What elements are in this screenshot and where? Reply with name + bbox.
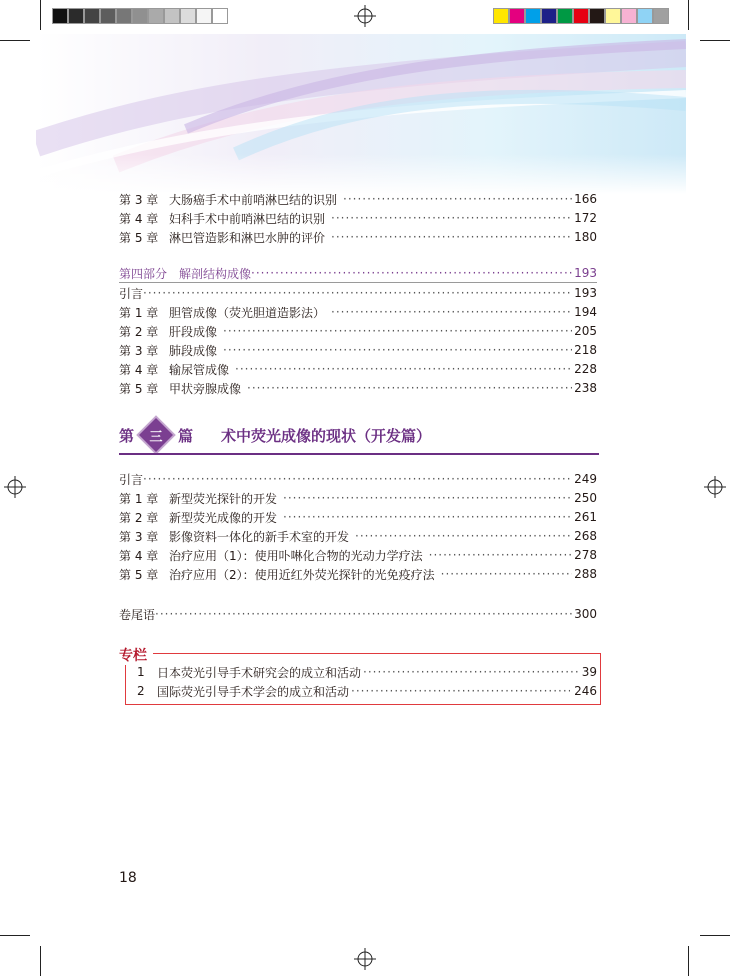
chapter-number: 第 2 章 — [119, 324, 159, 339]
chapter-title: 输尿管成像 — [169, 362, 230, 377]
chapter-number: 第 3 章 — [119, 192, 159, 207]
toc-entry[interactable] — [119, 527, 597, 545]
section-heading[interactable] — [119, 419, 619, 451]
crop-mark — [0, 935, 30, 936]
chapter-number: 第 2 章 — [119, 510, 159, 525]
chapter-number: 第 5 章 — [119, 381, 159, 396]
page-ref: 228 — [574, 362, 597, 376]
crop-mark — [688, 0, 689, 30]
chapter-title: 治疗应用（1）：使用卟啉化合物的光动力学疗法 — [169, 548, 423, 563]
column-entry[interactable] — [137, 663, 597, 681]
header-decoration — [36, 34, 686, 194]
part-heading[interactable] — [119, 264, 597, 282]
registration-mark-icon — [354, 5, 376, 27]
leader-dots — [331, 230, 572, 244]
page-ref: 249 — [574, 472, 597, 486]
chapter-number: 第 3 章 — [119, 343, 159, 358]
page-ref: 194 — [574, 305, 597, 319]
chapter-title: 甲状旁腺成像 — [169, 381, 242, 396]
toc-entry-afterword[interactable] — [119, 605, 597, 623]
page-ref: 246 — [574, 684, 597, 698]
column-title: 日本荧光引导手术研究会的成立和活动 — [157, 665, 362, 680]
chapter-title: 新型荧光探针的开发 — [169, 491, 278, 506]
chapter-number: 第 1 章 — [119, 491, 159, 506]
leader-dots — [143, 286, 572, 300]
crop-mark — [688, 946, 689, 976]
page-ref: 166 — [574, 192, 597, 206]
section-number: 三 — [149, 429, 163, 445]
page-ref: 300 — [574, 607, 597, 621]
page-ref: 205 — [574, 324, 597, 338]
chapter-title: 引言 — [119, 472, 144, 487]
leader-dots — [331, 305, 572, 319]
chapter-number: 第 4 章 — [119, 362, 159, 377]
grayscale-color-bar — [52, 8, 228, 24]
leader-dots — [343, 192, 572, 206]
section-suffix: 篇 — [178, 426, 194, 445]
leader-dots — [283, 491, 572, 505]
toc-entry[interactable] — [119, 546, 597, 564]
chapter-title: 大肠癌手术中前哨淋巴结的识别 — [169, 192, 338, 207]
afterword-title: 卷尾语 — [119, 607, 156, 622]
crop-mark — [700, 935, 730, 936]
page-ref: 193 — [574, 266, 597, 280]
chapter-title: 肺段成像 — [169, 343, 218, 358]
toc-entry[interactable] — [119, 379, 597, 397]
leader-dots — [351, 684, 570, 698]
column-title: 国际荧光引导手术学会的成立和活动 — [157, 684, 350, 699]
page-ref: 261 — [574, 510, 597, 524]
toc-entry[interactable] — [119, 360, 597, 378]
chapter-number: 第 1 章 — [119, 305, 159, 320]
column-number: 1 — [137, 665, 145, 679]
leader-dots — [441, 567, 572, 581]
section-underline — [119, 453, 599, 455]
page-ref: 172 — [574, 211, 597, 225]
column-entry[interactable] — [137, 682, 597, 700]
chapter-title: 引言 — [119, 286, 144, 301]
process-color-bar — [493, 8, 669, 24]
page-ref: 180 — [574, 230, 597, 244]
leader-dots — [247, 381, 572, 395]
crop-mark — [0, 40, 30, 41]
leader-dots — [283, 510, 572, 524]
toc-entry[interactable] — [119, 190, 597, 208]
chapter-title: 新型荧光成像的开发 — [169, 510, 278, 525]
leader-dots — [155, 607, 572, 621]
page-ref: 250 — [574, 491, 597, 505]
chapter-title: 治疗应用（2）：使用近红外荧光探针的光免疫疗法 — [169, 567, 435, 582]
chapter-number: 第 3 章 — [119, 529, 159, 544]
toc-entry[interactable] — [119, 470, 597, 488]
part-title: 第四部分 解剖结构成像 — [119, 266, 252, 281]
page-ref: 268 — [574, 529, 597, 543]
toc-entry[interactable] — [119, 341, 597, 359]
part-rule — [119, 282, 597, 283]
toc-entry[interactable] — [119, 209, 597, 227]
toc-entry[interactable] — [119, 284, 597, 302]
leader-dots — [251, 266, 572, 280]
leader-dots — [223, 343, 572, 357]
page-ref: 278 — [574, 548, 597, 562]
chapter-title: 淋巴管造影和淋巴水肿的评价 — [169, 230, 326, 245]
section-number-badge — [136, 419, 176, 451]
chapter-number: 第 5 章 — [119, 567, 159, 582]
page-ref: 39 — [581, 665, 597, 679]
section-prefix: 第 — [119, 426, 135, 445]
page-ref: 193 — [574, 286, 597, 300]
chapter-number: 第 4 章 — [119, 548, 159, 563]
registration-mark-icon — [704, 476, 726, 498]
chapter-number: 第 4 章 — [119, 211, 159, 226]
toc-entry[interactable] — [119, 228, 597, 246]
leader-dots — [331, 211, 572, 225]
column-number: 2 — [137, 684, 145, 698]
column-label: 专栏 — [119, 645, 153, 665]
page-ref: 288 — [574, 567, 597, 581]
toc-entry[interactable] — [119, 303, 597, 321]
leader-dots — [355, 529, 572, 543]
leader-dots — [429, 548, 572, 562]
toc-entry[interactable] — [119, 565, 597, 583]
crop-mark — [40, 946, 41, 976]
crop-mark — [40, 0, 41, 30]
crop-mark — [700, 40, 730, 41]
leader-dots — [235, 362, 572, 376]
page-number: 18 — [119, 870, 137, 886]
registration-mark-icon — [4, 476, 26, 498]
toc-entry[interactable] — [119, 489, 597, 507]
registration-mark-icon — [354, 948, 376, 970]
leader-dots — [143, 472, 572, 486]
toc-entry[interactable] — [119, 322, 597, 340]
chapter-title: 影像资料一体化的新手术室的开发 — [169, 529, 350, 544]
chapter-title: 胆管成像（荧光胆道造影法） — [169, 305, 326, 320]
toc-entry[interactable] — [119, 508, 597, 526]
page-ref: 218 — [574, 343, 597, 357]
leader-dots — [223, 324, 572, 338]
leader-dots — [363, 665, 578, 679]
page-ref: 238 — [574, 381, 597, 395]
section-title: 术中荧光成像的现状（开发篇） — [221, 426, 432, 445]
chapter-title: 妇科手术中前哨淋巴结的识别 — [169, 211, 326, 226]
chapter-number: 第 5 章 — [119, 230, 159, 245]
chapter-title: 肝段成像 — [169, 324, 218, 339]
